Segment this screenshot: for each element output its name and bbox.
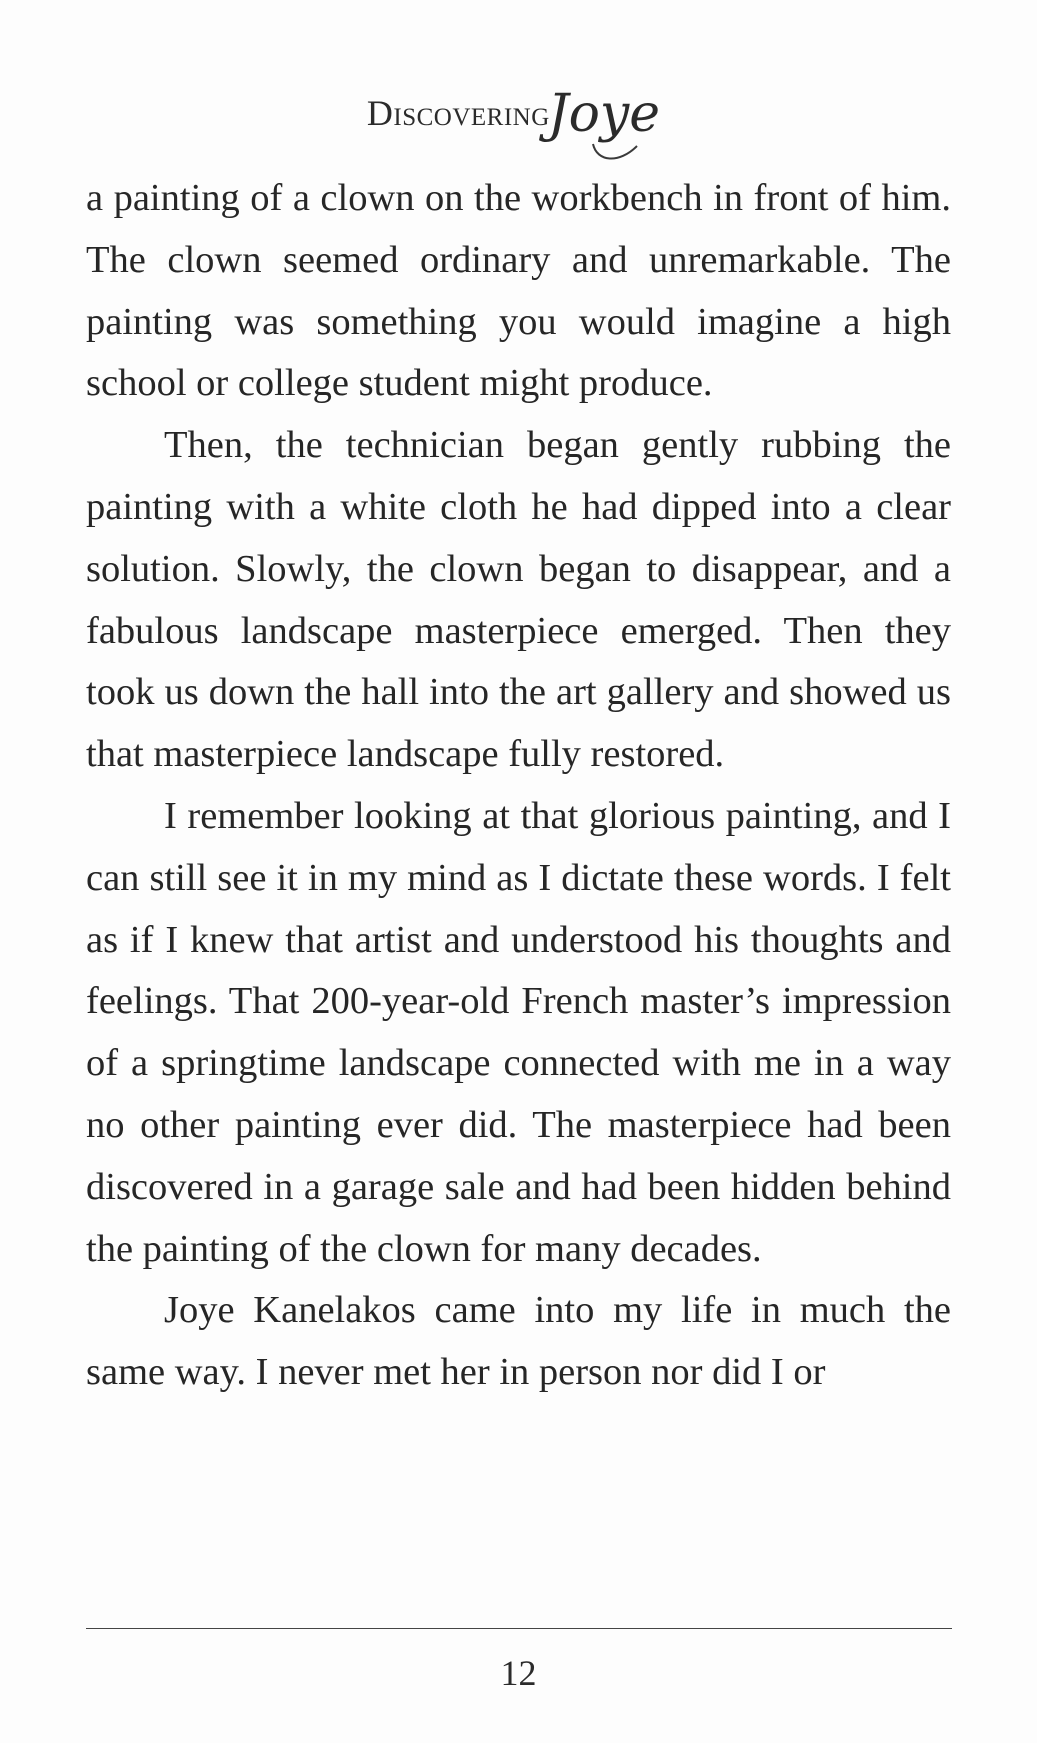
paragraph-3: I remember looking at that glorious painting, and I can still see it in my mind as I dictate these words. I felt as if I knew that artist and understood his thoughts and feelings. That 200-year-old French master’s impression of a springtime landscape connected with me in a way no other painting ever did. The masterpiece had been discovered in a garage sale and had been hidden behind the painting of the clown for many decades. xyxy=(86,794,951,1270)
paragraph-1: a painting of a clown on the workbench in front of him. The clown seemed ordinary and unremarkable. The painting was something you would imagine a high school or college student might produce. xyxy=(86,177,951,405)
page-number: 12 xyxy=(500,1653,537,1693)
paragraph-4: Joye Kanelakos came into my life in much the same way. I never met her in person nor did I or xyxy=(86,1289,951,1394)
header-swash-ornament xyxy=(589,140,649,170)
running-header xyxy=(0,78,1037,158)
header-title-caps: Discovering xyxy=(366,93,550,133)
header-title-script: Joye xyxy=(547,84,661,144)
footer-rule xyxy=(86,1628,952,1629)
paragraph-2: Then, the technician began gently rubbing the painting with a white cloth he had dipped into a clear solution. Slowly, the clown began to disappear, and a fabulous landscape masterpiece emerged. Then they took us down the hall into the art gallery and showed us that masterpiece landscape fully restored. xyxy=(86,424,951,776)
body-text xyxy=(86,168,951,1404)
header-title xyxy=(366,78,670,144)
